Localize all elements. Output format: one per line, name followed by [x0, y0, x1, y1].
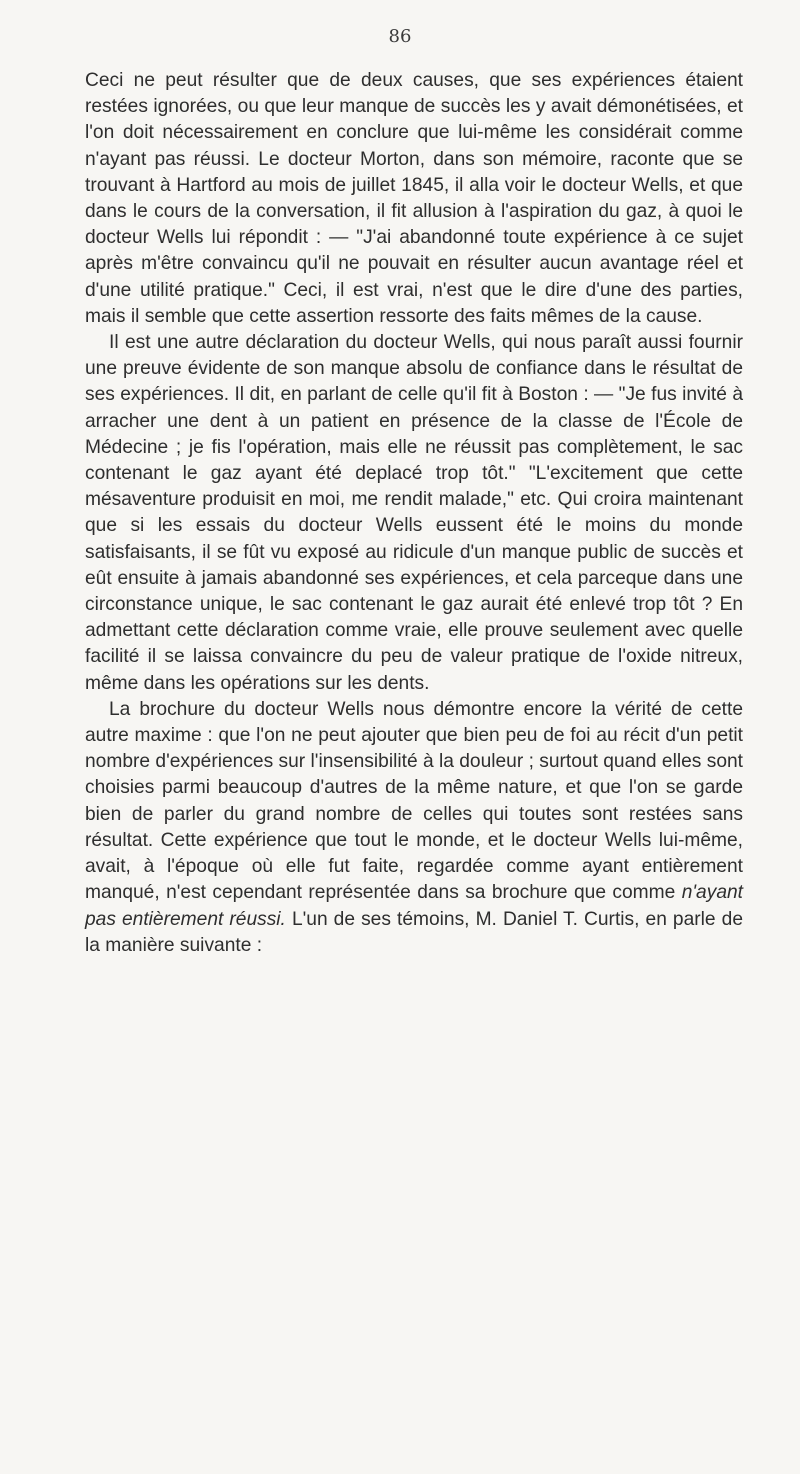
- body-text: [85, 68, 743, 959]
- paragraph-1: Ceci ne peut résulter que de deux causes, que ses expériences étaient restées ignorées, ou que leur manque de succès les y avait démonétisées, et l'on doit nécessairement en conclure que lui-même les considérait comme n'ayant pas réussi. Le docteur Morton, dans son mémoire, raconte que se trouvant à Hartford au mois de juillet 1845, il alla voir le docteur Wells, et que dans le cours de la conversation, il fit allusion à l'aspiration du gaz, à quoi le docteur Wells lui répondit : — "J'ai abandonné toute expérience à ce sujet après m'être convaincu qu'il ne pouvait en résulter aucun avantage réel et d'une utilité pratique." Ceci, il est vrai, n'est que le dire d'une des parties, mais il semble que cette assertion ressorte des faits mêmes de la cause.: [85, 70, 743, 327]
- paragraph-3-italic-text: n'ayant pas entièrement réussi.: [85, 882, 743, 930]
- paragraph-2: Il est une autre déclaration du docteur Wells, qui nous paraît aussi fournir une preuve évidente de son manque absolu de confiance dans le résultat de ses expériences. Il dit, en parlant de celle qu'il fit à Boston : — "Je fus invité à arracher une dent à un patient en présence de la classe de l'École de Médecine ; je fis l'opération, mais elle ne réussit pas complètement, le sac contenant le gaz ayant été deplacé trop tôt." "L'excitement que cette mésaventure produisit en moi, me rendit malade," etc. Qui croira maintenant que si les essais du docteur Wells eussent été le moins du monde satisfaisants, il se fût vu exposé au ridicule d'un manque public de succès et eût ensuite à jamais abandonné ses expériences, et cela parceque dans une circonstance unique, le sac contenant le gaz aurait été enlevé trop tôt ? En admettant cette déclaration comme vraie, elle prouve seulement avec quelle facilité il se laissa convaincre du peu de valeur pratique de l'oxide nitreux, même dans les opérations sur les dents.: [85, 332, 743, 694]
- paragraph-3: [85, 697, 743, 959]
- paragraph-3-text-before: La brochure du docteur Wells nous démontre encore la vérité de cette autre maxime : que l'on ne peut ajouter que bien peu de foi au récit d'un petit nombre d'expériences sur l'insensibilité à la douleur ; surtout quand elles sont choisies parmi beaucoup d'autres de la même nature, et que l'on se garde bien de parler du grand nombre de celles qui toutes sont restées sans résultat. Cette expérience que tout le monde, et le docteur Wells lui-même, avait, à l'époque où elle fut faite, regardée comme ayant entièrement manqué, n'est cependant représentée dans sa brochure que comme: [85, 698, 743, 904]
- paragraph-3-text-after: L'un de ses témoins, M. Daniel T. Curtis, en parle de la manière suivante :: [85, 908, 743, 956]
- page-number: 86: [388, 26, 412, 47]
